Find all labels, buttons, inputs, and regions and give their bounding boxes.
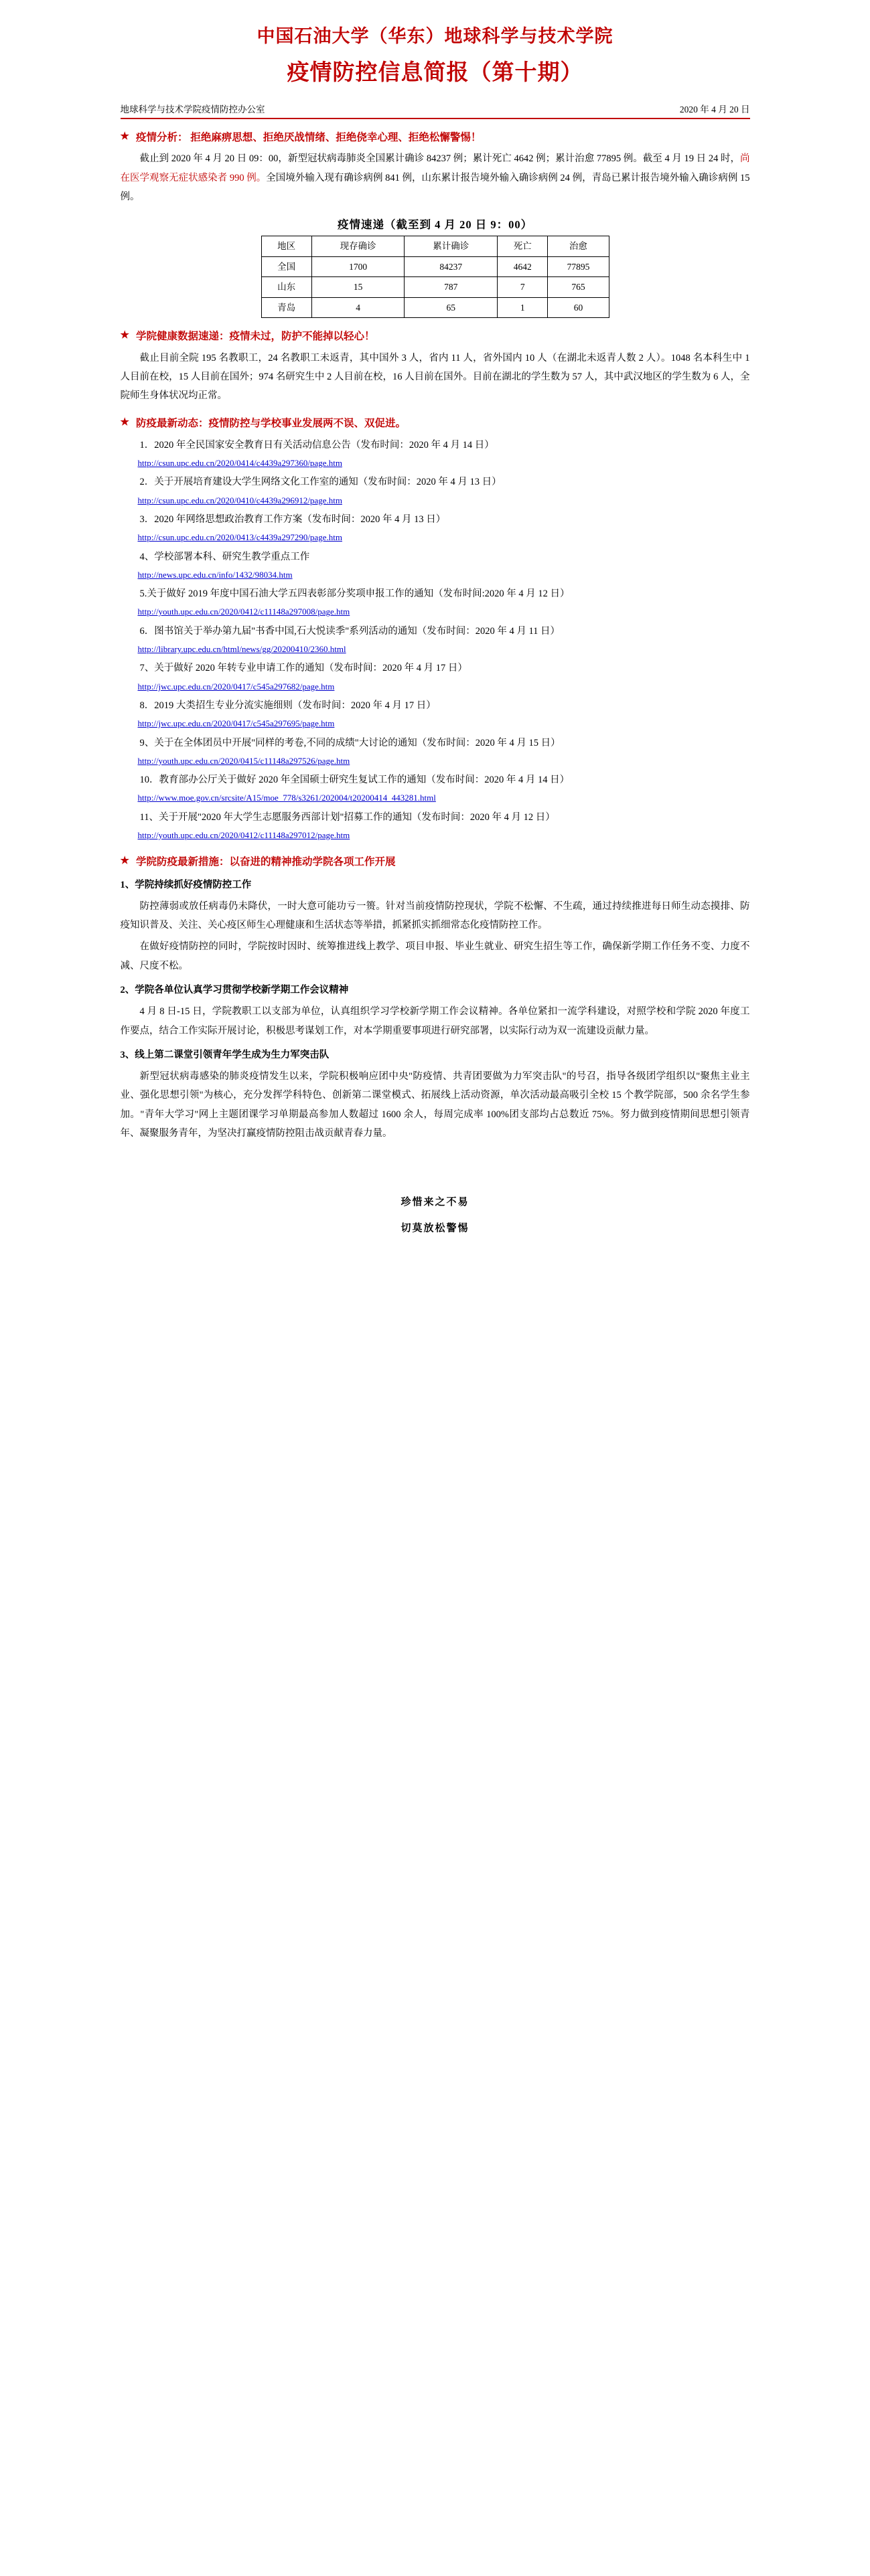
cell-deaths: 7: [498, 277, 548, 298]
news-item-title: 8．2019 大类招生专业分流实施细则（发布时间：2020 年 4 月 17 日）: [139, 700, 436, 711]
section-heading-analysis: [121, 130, 750, 145]
news-item-link[interactable]: http://csun.upc.edu.cn/2020/0410/c4439a296912/page.htm: [137, 495, 342, 505]
list-item: [121, 622, 750, 658]
news-item-link[interactable]: http://jwc.upc.edu.cn/2020/0417/c545a297682/page.htm: [137, 681, 335, 692]
epidemic-table-wrapper: [261, 216, 609, 318]
measure-2-paragraph-1: 4 月 8 日-15 日，学院教职工以支部为单位，认真组织学习学校新学期工作会议精神。各单位紧扣一流学科建设，对照学校和学院 2020 年度工作要点，结合工作实际开展讨论，积极思考谋划工作，对本学期重要事项进行研究部署，以实际行动为双一流建设贡献力量。: [120, 1006, 750, 1036]
list-item: [121, 696, 750, 732]
cell-total: 65: [405, 297, 498, 318]
cell-region: 青岛: [261, 297, 311, 318]
list-item: [121, 436, 750, 472]
news-item-link[interactable]: http://youth.upc.edu.cn/2020/0415/c11148a297526/page.htm: [137, 755, 350, 766]
news-item-link[interactable]: http://library.upc.edu.cn/html/news/gg/20200410/2360.html: [137, 644, 346, 655]
news-item-title: 3．2020 年网络思想政治教育工作方案（发布时间：2020 年 4 月 13 日）: [139, 513, 446, 525]
news-item-title: 5.关于做好 2019 年度中国石油大学五四表彰部分奖项申报工作的通知（发布时间:2020 年 4 月 12 日）: [139, 588, 570, 600]
news-item-title: 1．2020 年全民国家安全教育日有关活动信息公告（发布时间：2020 年 4 月 14 日）: [139, 439, 494, 451]
epidemic-table: [261, 236, 609, 318]
cell-recovered: 77895: [548, 256, 609, 277]
section-heading-measures-text: 学院防疫最新措施：以奋进的精神推动学院各项工作开展: [135, 856, 396, 868]
footer-slogans: [121, 1190, 750, 1242]
list-item: [121, 734, 750, 770]
analysis-part-3: 全国境外输入现有确诊病例 841 例，山东累计报告境外输入确诊病例 24 例，青岛已累计报告境外输入确诊病例 15 例。: [120, 172, 750, 202]
star-icon: ★: [120, 856, 129, 867]
table-row: [261, 277, 609, 298]
star-icon: ★: [120, 131, 129, 142]
table-header-row: [261, 236, 609, 257]
cell-recovered: 765: [548, 277, 609, 298]
news-item-link[interactable]: http://csun.upc.edu.cn/2020/0413/c4439a297290/page.htm: [137, 532, 342, 543]
cell-current: 1700: [311, 256, 405, 277]
list-item: [121, 548, 750, 584]
list-item: [121, 510, 750, 546]
list-item: [121, 659, 750, 695]
cell-region: 山东: [261, 277, 311, 298]
list-item: [121, 584, 750, 621]
cell-deaths: 4642: [498, 256, 548, 277]
cell-region: 全国: [261, 256, 311, 277]
measure-subheading-1: 1、学院持续抓好疫情防控工作: [120, 879, 252, 890]
news-item-title: 9、关于在全体团员中开展"同样的考卷,不同的成绩"大讨论的通知（发布时间：2020 年 4 月 15 日）: [139, 737, 561, 748]
news-item-link[interactable]: http://youth.upc.edu.cn/2020/0412/c11148a297012/page.htm: [137, 830, 350, 841]
news-item-link[interactable]: http://www.moe.gov.cn/srcsite/A15/moe_778/s3261/202004/t20200414_443281.html: [137, 793, 436, 803]
table-row: [261, 256, 609, 277]
section-heading-measures: [121, 854, 750, 870]
organization-title: 中国石油大学（华东）地球科学与技术学院: [257, 26, 613, 46]
table-col-current: 现存确诊: [311, 236, 405, 257]
table-col-recovered: 治愈: [548, 236, 609, 257]
section-heading-analysis-text: 疫情分析： 拒绝麻痹思想、拒绝厌战情绪、拒绝侥幸心理、拒绝松懈警惕！: [135, 132, 482, 143]
cell-total: 84237: [405, 256, 498, 277]
news-item-link[interactable]: http://news.upc.edu.cn/info/1432/98034.htm: [137, 569, 293, 580]
news-list: [121, 436, 750, 844]
measure-subheading-3: 3、线上第二课堂引领青年学生成为生力军突击队: [120, 1049, 330, 1060]
cell-deaths: 1: [498, 297, 548, 318]
news-item-title: 10．教育部办公厅关于做好 2020 年全国硕士研究生复试工作的通知（发布时间：2020 年 4 月 14 日）: [139, 775, 570, 786]
star-icon: ★: [120, 330, 129, 341]
list-item: [121, 771, 750, 807]
news-item-title: 7、关于做好 2020 年转专业申请工作的通知（发布时间：2020 年 4 月 17 日）: [139, 663, 467, 674]
table-col-total: 累计确诊: [405, 236, 498, 257]
news-item-title: 11、关于开展"2020 年大学生志愿服务西部计划"招募工作的通知（发布时间：2020 年 4 月 12 日）: [139, 811, 555, 823]
table-row: [261, 297, 609, 318]
analysis-paragraph: [121, 149, 750, 206]
table-col-deaths: 死亡: [498, 236, 548, 257]
health-paragraph: 截止目前全院 195 名教职工，24 名教职工未返青，其中国外 3 人，省内 11 人，省外国内 10 人（在湖北未返青人数 2 人）。1048 名本科生中 1 人目前在校，15 人目前在国外；974 名研究生中 2 人目前在校，16 人目前在国外。目前在湖北的学生数为 57 人，其中武汉地区的学生数为 6 人，全院师生身体状况均正常。: [120, 352, 750, 402]
cell-total: 787: [405, 277, 498, 298]
issuer-label: 地球科学与技术学院疫情防控办公室: [120, 104, 265, 114]
issue-date: 2020 年 4 月 20 日: [679, 104, 750, 114]
news-item-link[interactable]: http://jwc.upc.edu.cn/2020/0417/c545a297695/page.htm: [137, 718, 335, 729]
section-heading-health-text: 学院健康数据速递：疫情未过，防护不能掉以轻心！: [135, 331, 375, 343]
table-title: 疫情速递（截至到 4 月 20 日 9：00）: [337, 218, 533, 232]
list-item: [121, 473, 750, 509]
analysis-part-2-highlight: 尚在医学观察无症状感染者 990 例。: [120, 153, 750, 183]
header-divider: [121, 118, 750, 119]
measure-1-paragraph-1: 防控薄弱或放任病毒仍未降伏，一时大意可能功亏一篑。针对当前疫情防控现状，学院不松懈、不生疏，通过持续推进每日师生动态摸排、防疫知识普及、关注、关心疫区师生心理健康和生活状态等举措，抓紧抓实抓细常态化疫情防控工作。: [120, 900, 750, 931]
list-item: [121, 808, 750, 844]
cell-current: 4: [311, 297, 405, 318]
document-meta: [121, 102, 750, 118]
section-heading-news: [121, 416, 750, 431]
document-sheet: [121, 23, 750, 1322]
news-item-link[interactable]: http://csun.upc.edu.cn/2020/0414/c4439a297360/page.htm: [137, 457, 342, 468]
star-icon: ★: [120, 417, 129, 428]
cell-current: 15: [311, 277, 405, 298]
document-title: 疫情防控信息简报（第十期）: [287, 60, 583, 85]
news-item-title: 2．关于开展培育建设大学生网络文化工作室的通知（发布时间：2020 年 4 月 13 日）: [139, 477, 502, 488]
analysis-part-1: 截止到 2020 年 4 月 20 日 09：00，新型冠状病毒肺炎全国累计确诊 84237 例；累计死亡 4642 例；累计治愈 77895 例。截至 4 月 19 日 24 时，: [139, 153, 740, 165]
cell-recovered: 60: [548, 297, 609, 318]
section-heading-news-text: 防疫最新动态：疫情防控与学校事业发展两不误、双促进。: [135, 418, 406, 430]
table-col-region: 地区: [261, 236, 311, 257]
footer-line-2: 切莫放松警惕: [401, 1223, 469, 1234]
measure-1-paragraph-2: 在做好疫情防控的同时，学院按时因时、统筹推进线上教学、项目申报、毕业生就业、研究生招生等工作，确保新学期工作任务不变、力度不减、尺度不松。: [120, 941, 750, 971]
news-item-title: 4、学校部署本科、研究生教学重点工作: [139, 551, 310, 562]
footer-line-1: 珍惜来之不易: [401, 1197, 469, 1208]
measure-subheading-2: 2、学院各单位认真学习贯彻学校新学期工作会议精神: [120, 985, 349, 995]
news-item-title: 6．图书馆关于举办第九届"书香中国,石大悦读季"系列活动的通知（发布时间：2020 年 4 月 11 日）: [139, 625, 561, 637]
measure-3-paragraph-1: 新型冠状病毒感染的肺炎疫情发生以来，学院积极响应团中央"防疫情、共青团要做为力军突击队"的号召，指导各级团学组织以"聚焦主业主业、强化思想引领"为核心，充分发挥学科特色、创新第二课堂模式、拓展线上活动资源，单次活动最高吸引全校 15 个教学院部，500 余名学生参加。"青年大学习"网上主题团课学习单期最高参加人数超过 1600 余人，每周完成率 100%团支部均占总数近 75%。努力做到疫情期间思想引领青年、凝聚服务青年，为坚决打赢疫情防控阻击战贡献青春力量。: [120, 1071, 750, 1139]
section-heading-health: [121, 329, 750, 344]
news-item-link[interactable]: http://youth.upc.edu.cn/2020/0412/c11148a297008/page.htm: [137, 607, 350, 617]
bottom-spacer: [121, 1242, 750, 1322]
